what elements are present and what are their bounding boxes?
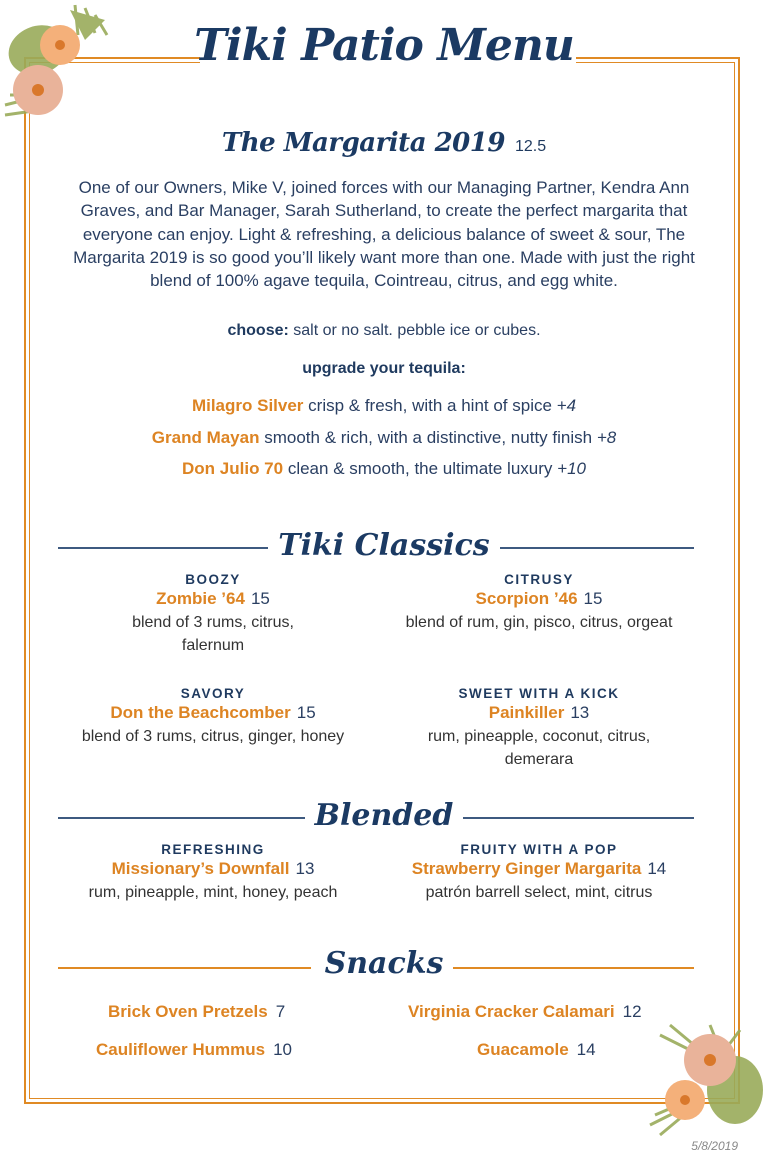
upgrade-label: upgrade your tequila: (302, 360, 466, 377)
snack-price: 7 (275, 1002, 286, 1021)
snack-price: 10 (273, 1040, 293, 1059)
item-price: 15 (296, 703, 316, 722)
item-ingredients: blend of rum, gin, pisco, citrus, orgeat (405, 614, 673, 631)
margarita-description: One of our Owners, Mike V, joined forces with our Managing Partner, Kendra Ann Graves, and Bar Manager, Sarah Sutherland, to create the perfect margarita that everyone can enjoy. Light & refreshing, a delicious balance of sweet & sour, The Margarita 2019 is so good you’ll likely want more than one. Made with just the right blend of 100% agave tequila, Cointreau, citrus, and egg white. (73, 178, 695, 291)
margarita-heading (0, 128, 768, 158)
upgrade-name: Grand Mayan (151, 428, 260, 447)
upgrade-price: +8 (596, 428, 617, 447)
upgrade-name: Don Julio 70 (182, 459, 284, 478)
item-price: 15 (583, 589, 603, 608)
item-category: FRUITY WITH A POP (460, 842, 618, 857)
margarita-price: 12.5 (514, 138, 547, 155)
item-name: Painkiller (488, 703, 565, 722)
menu-item (48, 842, 378, 904)
item-ingredients: blend of 3 rums, citrus, falernum (132, 614, 294, 654)
snack-item (96, 1040, 292, 1060)
snack-item (408, 1002, 642, 1022)
snack-name: Virginia Cracker Calamari (408, 1002, 615, 1021)
choose-line (0, 322, 768, 340)
upgrade-price: +10 (557, 459, 586, 478)
item-price: 15 (250, 589, 270, 608)
snack-item (477, 1040, 596, 1060)
item-category: CITRUSY (504, 572, 574, 587)
item-name: Strawberry Ginger Margarita (411, 859, 642, 878)
item-price: 13 (295, 859, 315, 878)
choose-label: choose: (227, 322, 289, 339)
menu-item (374, 842, 704, 904)
upgrade-desc: smooth & rich, with a distinctive, nutty finish (264, 428, 593, 447)
page-title: Tiki Patio Menu (194, 20, 574, 71)
item-price: 14 (647, 859, 667, 878)
section-title-blended: Blended (0, 798, 768, 833)
item-ingredients: rum, pineapple, coconut, citrus, demerara (427, 728, 651, 768)
snack-name: Brick Oven Pretzels (108, 1002, 268, 1021)
snack-item (108, 1002, 285, 1022)
item-category: REFRESHING (161, 842, 265, 857)
menu-date: 5/8/2019 (691, 1139, 738, 1153)
item-ingredients: blend of 3 rums, citrus, ginger, honey (81, 728, 345, 745)
item-name: Missionary’s Downfall (111, 859, 290, 878)
snack-price: 12 (622, 1002, 642, 1021)
menu-item (48, 686, 378, 748)
item-category: BOOZY (185, 572, 241, 587)
snack-price: 14 (576, 1040, 596, 1059)
upgrade-name: Milagro Silver (191, 396, 304, 415)
section-title-snacks: Snacks (0, 946, 768, 981)
section-title-tiki-classics: Tiki Classics (0, 528, 768, 563)
menu-item (374, 572, 704, 634)
snack-name: Guacamole (477, 1040, 569, 1059)
item-category: SAVORY (180, 686, 246, 701)
item-category: SWEET WITH A KICK (458, 686, 620, 701)
hibiscus-decoration-bottom-right (640, 1015, 768, 1140)
item-ingredients: patrón barrell select, mint, citrus (425, 884, 653, 901)
item-name: Scorpion ’46 (475, 589, 578, 608)
margarita-name: The Margarita 2019 (221, 128, 505, 158)
item-price: 13 (570, 703, 590, 722)
upgrade-desc: crisp & fresh, with a hint of spice (308, 396, 552, 415)
choose-text: salt or no salt. pebble ice or cubes. (293, 322, 541, 339)
upgrade-item (0, 396, 768, 416)
snack-name: Cauliflower Hummus (96, 1040, 266, 1059)
item-name: Don the Beachcomber (110, 703, 291, 722)
item-name: Zombie ’64 (156, 589, 245, 608)
item-ingredients: rum, pineapple, mint, honey, peach (88, 884, 338, 901)
menu-item (374, 686, 704, 771)
upgrade-item (0, 459, 768, 479)
upgrade-desc: clean & smooth, the ultimate luxury (287, 459, 553, 478)
upgrade-item (0, 428, 768, 448)
menu-item (48, 572, 378, 657)
upgrade-price: +4 (556, 396, 577, 415)
